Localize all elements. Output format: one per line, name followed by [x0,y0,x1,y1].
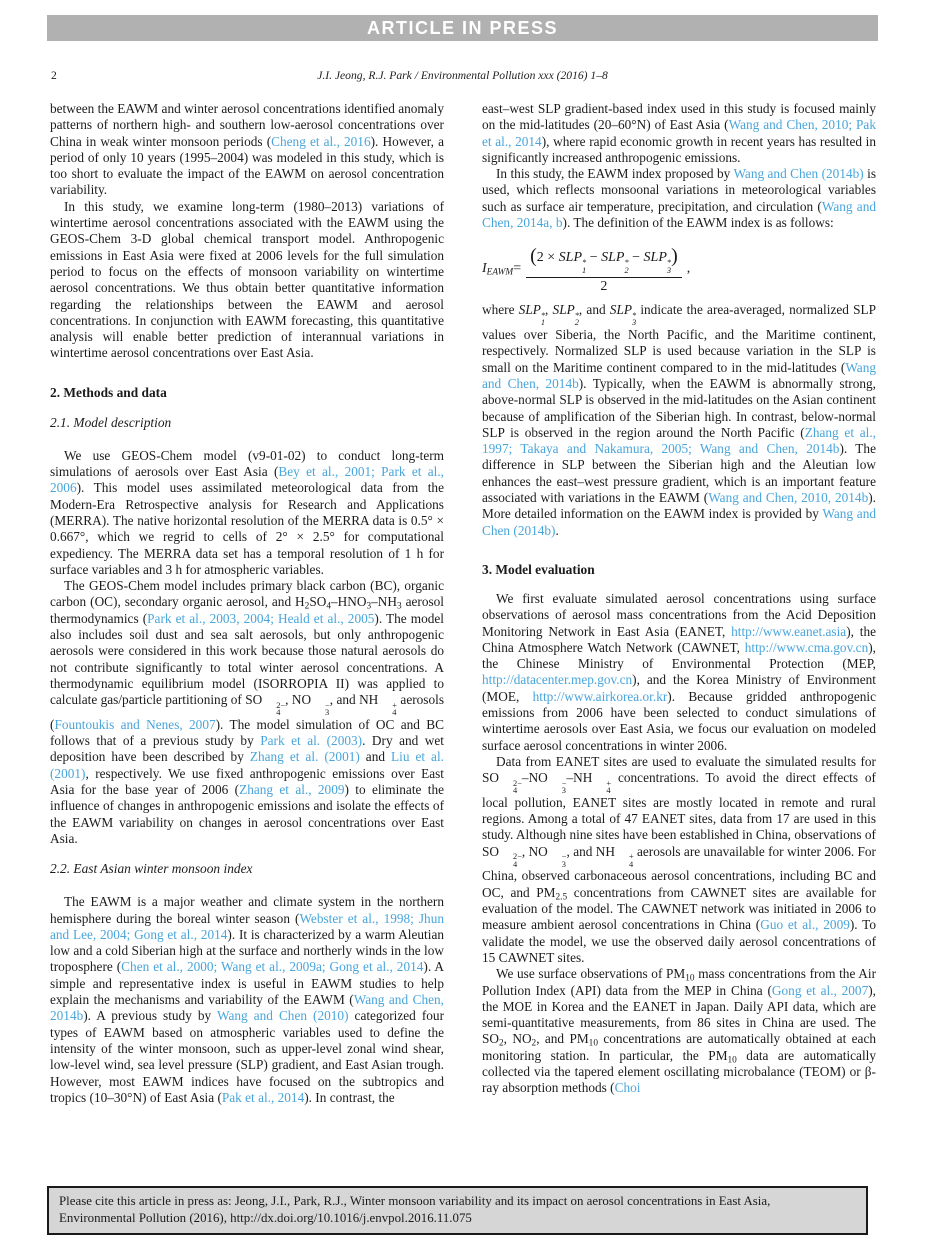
citation-link[interactable]: Zhang et al. (2001) [249,749,360,765]
citation-link[interactable]: Wang and Chen, 2010, 2014b [708,490,869,506]
text-span: 10 [727,1055,737,1066]
citation-box [47,1186,868,1235]
paragraph: east–west SLP gradient-based index used in this study is focused mainly on the mid-latitudes (20–60°N) of East Asia (Wang and Chen, 2010; Pak et al., 2014), where rapid economic growth in recent years has resulted in significantly increased anthropogenic emissions. [482,101,876,165]
text-span: 10 [685,973,695,984]
subsection-heading: 2.2. East Asian winter monsoon index [50,861,253,877]
citation-link[interactable]: Wang and Chen, 2014b [50,992,444,1024]
left-column [50,101,444,1106]
citation-link[interactable]: Liu et al. (2001) [50,749,444,781]
stacked-script: + 4 [606,778,612,796]
citation-link[interactable]: Webster et al., 1998; Jhun and Lee, 2004; Gong et al., 2014 [50,910,444,942]
text-span: SLP [609,302,632,318]
text-span: SLP [643,250,667,266]
stacked-script: + 4 [392,700,398,718]
stacked-script: * 2 [624,258,629,275]
citation-link[interactable]: http://www.airkorea.or.kr [532,688,668,704]
article-in-press-banner [47,15,878,41]
citation-link[interactable]: Fountoukis and Nenes, 2007 [54,716,216,732]
text-span: 2 [304,601,310,612]
text-span: SLP [552,302,575,318]
paragraph: between the EAWM and winter aerosol concentrations identified anomaly patterns of northern high- and southern low-aerosol concentrations over China in weak winter monsoon periods (Cheng et al., 2016). However, a period of only 10 years (1995–2004) was modeled in this study, which is too short to evaluate the impact of the EAWM on aerosol concentration variability. [50,101,445,198]
text-span: 2 × [536,250,559,266]
running-head: J.I. Jeong, R.J. Park / Environmental Pollution xxx (2016) 1–8 [317,69,608,82]
citation-link[interactable]: Wang and Chen (2014b) [733,166,864,182]
citation-link[interactable]: Wang and Chen, 2014a, b [482,198,876,231]
stacked-script: * 1 [540,310,546,328]
citation-link[interactable]: Wang and Chen, 2014b [482,359,876,391]
text-span: ( [530,245,537,268]
citation-link[interactable]: Wang and Chen (2014b) [482,506,876,538]
stacked-script: 2− 4 [513,778,522,796]
banner-text: ARTICLE IN PRESS [366,17,559,38]
citation-link[interactable]: http://www.cma.gov.cn [744,639,869,655]
text-span: 2 [531,1038,537,1049]
text-span: 2 [499,1038,504,1049]
equation-tail: , [686,261,691,277]
citation-link[interactable]: Cheng et al., 2016 [271,133,371,149]
equation-lhs: IEAWM [482,261,514,278]
fraction: (2 × SLP * 1 − SLP * 2 − SLP * 3 ) 2 [526,243,682,295]
equals-sign: = [513,261,522,277]
text-span: 4 [326,601,331,612]
stacked-script: − 3 [325,700,330,718]
text-span: SLP [558,250,583,266]
stacked-script: * 2 [574,310,579,328]
citation-link[interactable]: Wang and Chen (2010) [216,1008,349,1024]
paragraph: The GEOS-Chem model includes primary black carbon (BC), organic carbon (OC), secondary organic aerosol, and H2SO4–HNO3–NH3 aerosol thermodynamics (Park et al., 2003, 2004; Heald et al., 2005). The model also includes soil dust and sea salt aerosols, but only anthropogenic aerosols were considered in this work because those natural aerosols do not contribute significantly to total winter aerosol concentrations. A thermodynamic equilibrium model (ISORROPIA II) was applied to calculate gas/particle partitioning of SO 2− 4 , NO − 3 , and NH + 4 aerosols (Fountoukis and Nenes, 2007). The model simulation of OC and BC follows that of a previous study by Park et al. (2003). Dry and wet deposition have been described by Zhang et al. (2001) and Liu et al. (2001), respectively. We use fixed anthropogenic emissions over East Asia for the base year of 2006 (Zhang et al., 2009) to eliminate the influence of changes in anthropogenic emissions and isolate the effects of the EAWM variability on changes in aerosol concentrations over East Asia. [50,578,445,846]
right-column [482,101,876,1097]
paragraph: Data from EANET sites are used to evaluate the simulated results for SO 2− 4 –NO − 3 –NH + 4 concentrations. To avoid the direct effects of local pollution, EANET sites are mostly located in remote and rural regions. Among a total of 47 EANET sites, data from 17 are used in this study. Although nine sites have been established in China, observations of SO 2− 4 , NO − 3 , and NH + 4 aerosols are unavailable for winter 2006. For China, observed carbonaceous aerosol concentrations, including BC and OC, and PM2.5 concentrations from CAWNET sites are available for evaluation of the model. The CAWNET network was initiated in 2006 to measure ambient aerosol concentrations in China (Guo et al., 2009). To validate the model, we use the observed daily aerosol concentrations of 15 CAWNET sites. [482,753,876,965]
citation-link[interactable]: Guo et al., 2009 [760,917,850,933]
stacked-script: 2− 4 [513,852,522,869]
citation-link[interactable]: Wang and Chen, 2010; Pak et al., 2014 [482,117,876,149]
citation-link[interactable]: Park et al., 2003, 2004; Heald et al., 2005 [147,610,375,626]
text-span: − [628,250,644,266]
citation-link[interactable]: http://www.eanet.asia [731,623,847,639]
paragraph: We use surface observations of PM10 mass concentrations from the Air Pollution Index (API) data from the MEP in China (Gong et al., 2007), the MOE in Korea and the EANET in Japan. Daily API data, which are semi-quantitative measurements, from 86 sites in China are used. The SO2, NO2, and PM10 concentrations are automatically obtained at each monitoring station. In particular, the PM10 data are automatically collected via the tapered element oscillating microbalance (TEOM) or β-ray absorption methods (Choi [482,966,876,1096]
citation-link[interactable]: Zhang et al., 1997; Takaya and Nakamura, 2005; Wang and Chen, 2014b [482,424,876,457]
stacked-script: 2− 4 [276,700,286,718]
text-span: 10 [588,1038,598,1049]
stacked-script: − 3 [561,778,567,796]
text-span: ) [671,245,678,268]
stacked-script: − 3 [561,852,567,869]
citation-link[interactable]: Choi [614,1080,641,1096]
text-span: − [586,250,602,266]
text-span: 3 [366,601,372,612]
page-header [47,69,878,85]
stacked-script: * 3 [666,258,672,275]
citation-link[interactable]: Pak et al., 2014 [221,1089,305,1105]
paragraph: In this study, the EAWM index proposed by Wang and Chen (2014b) is used, which reflects monsoonal variations in meteorological variables such as surface air temperature, precipitation, and circulation (Wang and Chen, 2014a, b). The definition of the EAWM index is as follows: [482,166,876,231]
citation-link[interactable]: Bey et al., 2001; Park et al., 2006 [50,464,444,496]
section-heading: 3. Model evaluation [482,561,595,577]
stacked-script: * 1 [582,258,587,275]
section-heading: 2. Methods and data [50,384,167,400]
citation-link[interactable]: Chen et al., 2000; Wang et al., 2009a; Gong et al., 2014 [121,959,424,975]
paragraph: The EAWM is a major weather and climate system in the northern hemisphere during the boreal winter season (Webster et al., 1998; Jhun and Lee, 2004; Gong et al., 2014). It is characterized by a warm Aleutian low and a cold Siberian high at the surface and northerly winds in the low troposphere (Chen et al., 2000; Wang et al., 2009a; Gong et al., 2014). A simple and representative index is useful in EAWM studies to help explain the mechanisms and variability of the EAWM (Wang and Chen, 2014b). A previous study by Wang and Chen (2010) categorized four types of EAWM based on atmospheric variables used to define the intensity of the winter monsoon, such as upper-level zonal wind shear, low-level wind, sea level pressure (SLP) gradient, and East Asian trough. However, most EAWM indices have focused on the subtropics and tropics (10–30°N) of East Asia (Pak et al., 2014). In contrast, the [50,894,444,1105]
text-span: SLP [601,250,625,266]
page-number: 2 [51,69,57,82]
citation-link[interactable]: http://datacenter.mep.gov.cn [482,672,633,688]
paragraph: We use GEOS-Chem model (v9-01-02) to conduct long-term simulations of aerosols over East Asia (Bey et al., 2001; Park et al., 2006). This model uses assimilated meteorological data from the Modern-Era Retrospective analysis for Research and Applications (MERRA). The native horizontal resolution of the MERRA data is 0.5° × 0.667°, which we regrid to cells of 2° × 2.5° for computational expediency. The MERRA data set has a temporal resolution of 1 h for surface variables and 3 h for atmospheric variables. [50,447,444,577]
equation-eawm-index [482,243,876,295]
subsection-heading: 2.1. Model description [50,414,172,430]
text-span: SLP [518,302,541,318]
citation-text: Please cite this article in press as: Jeong, J.I., Park, R.J., Winter monsoon variability and its impact on aerosol concentrations in East Asia, Environmental Pollution (2016), http://dx.doi.org/10.1016/j.envpol.2016.11.075 [59,1194,771,1225]
paragraph: In this study, we examine long-term (1980–2013) variations of wintertime aerosol concentrations associated with the EAWM using the GEOS-Chem 3-D global chemical transport model. Anthropogenic emissions in East Asia were fixed at 2006 levels for the full simulation period to focus on the effects of monsoon variability on wintertime aerosol concentrations. We thus obtain better quantitative information regarding the relationships between the EAWM and aerosol concentrations. In conjunction with EAWM forecasting, this quantitative analysis will enable better prediction of interannual variations in wintertime aerosol concentrations over East Asia. [50,198,444,361]
citation-link[interactable]: Gong et al., 2007 [771,982,869,998]
citation-link[interactable]: Park et al. (2003) [260,733,363,749]
text-span: 2.5 [555,892,568,903]
stacked-script: * 3 [631,310,637,328]
stacked-script: + 4 [628,852,634,869]
paragraph: where SLP * 1 , SLP * 2 , and SLP * 3 indicate the area-averaged, normalized SLP values over Siberia, the North Pacific, and the Maritime continent, respectively. Normalized SLP is used because variation in the SLP is small on the Maritime continent compared to in the mid-latitudes (Wang and Chen, 2014b). Typically, when the EAWM is abnormally strong, above-normal SLP is observed in the mid-latitudes on the Asian continent because of amplification of the Siberian high. In contrast, below-normal SLP is observed in the region around the North Pacific (Zhang et al., 1997; Takaya and Nakamura, 2005; Wang and Chen, 2014b). The difference in SLP between the Siberian high and the Aleutian low enhances the east–west pressure gradient, which is an important feature associated with variations in the EAWM (Wang and Chen, 2010, 2014b). More detailed information on the EAWM index is provided by Wang and Chen (2014b). [482,302,876,538]
citation-link[interactable]: Zhang et al., 2009 [239,782,345,798]
text-span: 3 [396,601,402,612]
paragraph: We first evaluate simulated aerosol concentrations using surface observations of aerosol mass concentrations from the Acid Deposition Monitoring Network in East Asia (EANET, http://www.eanet.asia), the China Atmosphere Watch Network (CAWNET, http://www.cma.gov.cn), the Chinese Ministry of Environmental Protection (MEP, http://datacenter.mep.gov.cn), and the Korea Ministry of Environment (MOE, http://www.airkorea.or.kr). Because gridded anthropogenic emissions from 2006 have been selected to conduct simulations of wintertime aerosols over East Asia, we focus our evaluation on modeled surface aerosol concentrations in winter 2006. [482,590,876,753]
